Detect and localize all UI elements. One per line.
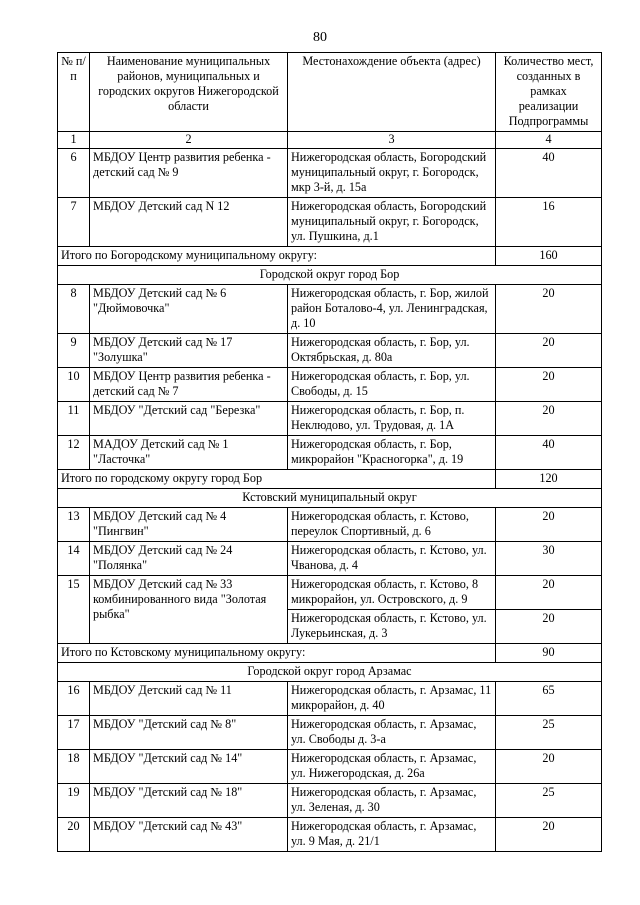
institution-address: Нижегородская область, г. Бор, ул. Свободы, д. 15: [288, 368, 496, 402]
column-index-row: [58, 132, 602, 149]
total-count: 160: [496, 247, 602, 266]
row-number: 20: [58, 818, 90, 852]
table-row: [58, 368, 602, 402]
places-count: 20: [496, 334, 602, 368]
total-label: Итого по городскому округу город Бор: [58, 470, 496, 489]
places-count: 25: [496, 784, 602, 818]
institution-address: Нижегородская область, Богородский муниципальный округ, г. Богородск, ул. Пушкина, д.1: [288, 198, 496, 247]
institution-name: МБДОУ "Детский сад № 18": [90, 784, 288, 818]
row-number: 15: [58, 576, 90, 644]
institution-address: Нижегородская область, г. Кстово, ул. Лукерьинская, д. 3: [288, 610, 496, 644]
places-count: 20: [496, 368, 602, 402]
total-row: [58, 470, 602, 489]
section-row: [58, 266, 602, 285]
row-number: 7: [58, 198, 90, 247]
table-row: [58, 542, 602, 576]
table-row: [58, 285, 602, 334]
column-index: 4: [496, 132, 602, 149]
institution-name: МБДОУ Центр развития ребенка - детский сад № 7: [90, 368, 288, 402]
institution-address: Нижегородская область, Богородский муниципальный округ, г. Богородск, мкр 3-й, д. 15а: [288, 149, 496, 198]
row-number: 16: [58, 682, 90, 716]
institution-name: МБДОУ "Детский сад "Березка": [90, 402, 288, 436]
row-number: 12: [58, 436, 90, 470]
total-label: Итого по Богородскому муниципальному округу:: [58, 247, 496, 266]
institution-name: МБДОУ Детский сад № 33 комбинированного вида "Золотая рыбка": [90, 576, 288, 644]
total-count: 90: [496, 644, 602, 663]
institution-address: Нижегородская область, г. Кстово, ул. Чванова, д. 4: [288, 542, 496, 576]
institution-address: Нижегородская область, г. Кстово, переулок Спортивный, д. 6: [288, 508, 496, 542]
institution-address: Нижегородская область, г. Арзамас, ул. Нижегородская, д. 26а: [288, 750, 496, 784]
institution-address: Нижегородская область, г. Арзамас, ул. Свободы д. 3-а: [288, 716, 496, 750]
row-number: 10: [58, 368, 90, 402]
institution-address: Нижегородская область, г. Арзамас, ул. 9 Мая, д. 21/1: [288, 818, 496, 852]
row-number: 8: [58, 285, 90, 334]
institution-name: МБДОУ Детский сад N 12: [90, 198, 288, 247]
places-count: 25: [496, 716, 602, 750]
places-count: 20: [496, 610, 602, 644]
page-number: 80: [313, 30, 327, 45]
header-count: Количество мест, созданных в рамках реализации Подпрограммы: [496, 53, 602, 132]
header-name: Наименование муниципальных районов, муниципальных и городских округов Нижегородской области: [90, 53, 288, 132]
places-count: 20: [496, 818, 602, 852]
row-number: 6: [58, 149, 90, 198]
column-index: 2: [90, 132, 288, 149]
header-address: Местонахождение объекта (адрес): [288, 53, 496, 132]
institution-name: МБДОУ Центр развития ребенка - детский сад № 9: [90, 149, 288, 198]
row-number: 11: [58, 402, 90, 436]
total-count: 120: [496, 470, 602, 489]
table-row: [58, 334, 602, 368]
total-label: Итого по Кстовскому муниципальному округу:: [58, 644, 496, 663]
row-number: 14: [58, 542, 90, 576]
institution-address: Нижегородская область, г. Бор, микрорайон "Красногорка", д. 19: [288, 436, 496, 470]
column-index: 1: [58, 132, 90, 149]
institution-name: МБДОУ "Детский сад № 14": [90, 750, 288, 784]
institution-name: МБДОУ "Детский сад № 8": [90, 716, 288, 750]
row-number: 13: [58, 508, 90, 542]
institution-address: Нижегородская область, г. Бор, ул. Октябрьская, д. 80а: [288, 334, 496, 368]
table-row: [58, 716, 602, 750]
total-row: [58, 644, 602, 663]
section-title: Городской округ город Арзамас: [58, 663, 602, 682]
places-count: 40: [496, 436, 602, 470]
table-row: [58, 750, 602, 784]
institution-name: МБДОУ "Детский сад № 43": [90, 818, 288, 852]
table-row: [58, 784, 602, 818]
institution-name: МБДОУ Детский сад № 24 "Полянка": [90, 542, 288, 576]
places-count: 20: [496, 508, 602, 542]
table-row: [58, 402, 602, 436]
kindergarten-table: [57, 52, 602, 852]
row-number: 19: [58, 784, 90, 818]
section-title: Городской округ город Бор: [58, 266, 602, 285]
institution-name: МБДОУ Детский сад № 4 "Пингвин": [90, 508, 288, 542]
institution-address: Нижегородская область, г. Кстово, 8 микрорайон, ул. Островского, д. 9: [288, 576, 496, 610]
places-count: 65: [496, 682, 602, 716]
table-row: [58, 576, 602, 610]
row-number: 18: [58, 750, 90, 784]
institution-name: МБДОУ Детский сад № 17 "Золушка": [90, 334, 288, 368]
table-row: [58, 682, 602, 716]
institution-name: МАДОУ Детский сад № 1 "Ласточка": [90, 436, 288, 470]
places-count: 30: [496, 542, 602, 576]
institution-name: МБДОУ Детский сад № 6 "Дюймовочка": [90, 285, 288, 334]
table-row: [58, 198, 602, 247]
header-row: [58, 53, 602, 132]
institution-name: МБДОУ Детский сад № 11: [90, 682, 288, 716]
table-body: [58, 149, 602, 852]
header-num: № п/п: [58, 53, 90, 132]
row-number: 17: [58, 716, 90, 750]
institution-address: Нижегородская область, г. Бор, п. Неклюдово, ул. Трудовая, д. 1А: [288, 402, 496, 436]
institution-address: Нижегородская область, г. Арзамас, 11 микрорайон, д. 40: [288, 682, 496, 716]
row-number: 9: [58, 334, 90, 368]
table-row: [58, 818, 602, 852]
section-title: Кстовский муниципальный округ: [58, 489, 602, 508]
places-count: 20: [496, 576, 602, 610]
section-row: [58, 489, 602, 508]
table-row: [58, 436, 602, 470]
section-row: [58, 663, 602, 682]
table-row: [58, 508, 602, 542]
places-count: 20: [496, 750, 602, 784]
places-count: 16: [496, 198, 602, 247]
institution-address: Нижегородская область, г. Бор, жилой район Боталово-4, ул. Ленинградская, д. 10: [288, 285, 496, 334]
table-row: [58, 149, 602, 198]
places-count: 20: [496, 285, 602, 334]
column-index: 3: [288, 132, 496, 149]
total-row: [58, 247, 602, 266]
places-count: 40: [496, 149, 602, 198]
places-count: 20: [496, 402, 602, 436]
institution-address: Нижегородская область, г. Арзамас, ул. Зеленая, д. 30: [288, 784, 496, 818]
